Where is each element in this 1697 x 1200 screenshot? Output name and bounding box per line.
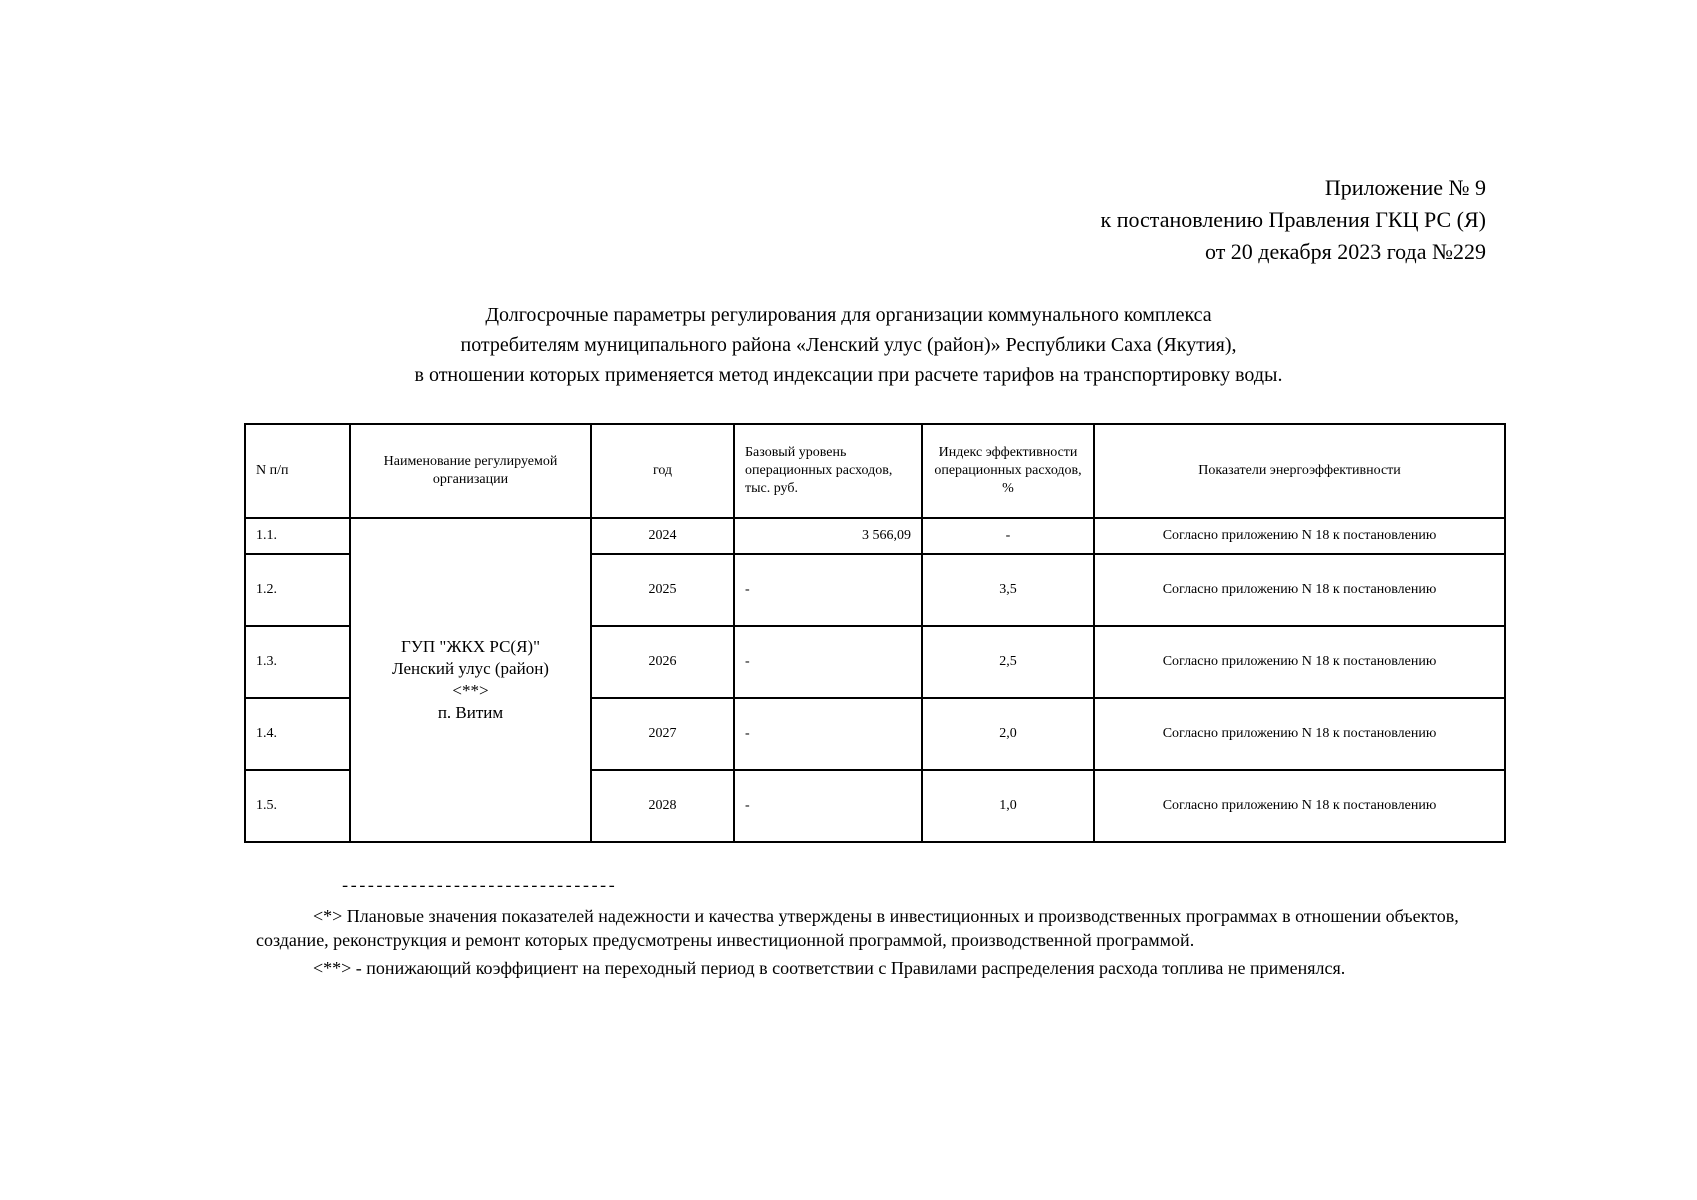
- cell-base: -: [734, 770, 922, 842]
- cell-num: 1.4.: [245, 698, 350, 770]
- org-name: ГУП "ЖКХ РС(Я)": [400, 637, 541, 656]
- header-energy: Показатели энергоэффективности: [1094, 424, 1505, 518]
- cell-year: 2024: [591, 518, 734, 554]
- org-settlement: п. Витим: [437, 703, 504, 722]
- footnote-separator: --------------------------------: [340, 878, 616, 897]
- cell-base: -: [734, 698, 922, 770]
- cell-year: 2025: [591, 554, 734, 626]
- title-line-1: Долгосрочные параметры регулирования для организации коммунального комплекса: [485, 304, 1212, 326]
- cell-num: 1.5.: [245, 770, 350, 842]
- cell-index: -: [922, 518, 1094, 554]
- footnote-1: <*> Плановые значения показателей надежности и качества утверждены в инвестиционных и производственных программах в отношении объектов, создание, реконструкция и ремонт которых предусмотрены инвестиционной программой, производственной программой.: [256, 906, 1459, 950]
- cell-energy: Согласно приложению N 18 к постановлению: [1094, 554, 1505, 626]
- cell-year: 2027: [591, 698, 734, 770]
- appendix-resolution: к постановлению Правления ГКЦ РС (Я): [1100, 207, 1486, 232]
- cell-energy: Согласно приложению N 18 к постановлению: [1094, 698, 1505, 770]
- cell-index: 3,5: [922, 554, 1094, 626]
- org-district: Ленский улус (район): [392, 659, 549, 678]
- header-org: Наименование регулируемой организации: [350, 424, 591, 518]
- title-line-2: потребителям муниципального района «Ленский улус (район)» Республики Саха (Якутия),: [460, 334, 1237, 356]
- table-row: [245, 518, 1505, 554]
- cell-year: 2028: [591, 770, 734, 842]
- appendix-header: [1101, 172, 1486, 268]
- cell-index: 2,5: [922, 626, 1094, 698]
- cell-index: 1,0: [922, 770, 1094, 842]
- footnote-2: <**> - понижающий коэффициент на переходный период в соответствии с Правилами распределения расхода топлива не применялся.: [313, 958, 1346, 978]
- cell-num: 1.3.: [245, 626, 350, 698]
- header-year: год: [591, 424, 734, 518]
- appendix-number: Приложение № 9: [1324, 175, 1486, 200]
- header-num: N п/п: [245, 424, 350, 518]
- cell-organization: [350, 518, 591, 842]
- cell-base: 3 566,09: [734, 518, 922, 554]
- cell-index: 2,0: [922, 698, 1094, 770]
- table-header-row: [245, 424, 1505, 518]
- header-base: Базовый уровень операционных расходов, тыс. руб.: [734, 424, 922, 518]
- header-index: Индекс эффективности операционных расходов, %: [922, 424, 1094, 518]
- appendix-date: от 20 декабря 2023 года №229: [1204, 239, 1486, 264]
- cell-base: -: [734, 554, 922, 626]
- org-footnote-mark: <**>: [452, 681, 489, 700]
- cell-num: 1.2.: [245, 554, 350, 626]
- title-line-3: в отношении которых применяется метод индексации при расчете тарифов на транспортировку воды.: [414, 364, 1283, 386]
- parameters-table: [244, 423, 1506, 843]
- cell-energy: Согласно приложению N 18 к постановлению: [1094, 626, 1505, 698]
- cell-energy: Согласно приложению N 18 к постановлению: [1094, 518, 1505, 554]
- footnotes: [256, 904, 1486, 984]
- cell-energy: Согласно приложению N 18 к постановлению: [1094, 770, 1505, 842]
- cell-base: -: [734, 626, 922, 698]
- document-title: [200, 300, 1497, 390]
- cell-year: 2026: [591, 626, 734, 698]
- cell-num: 1.1.: [245, 518, 350, 554]
